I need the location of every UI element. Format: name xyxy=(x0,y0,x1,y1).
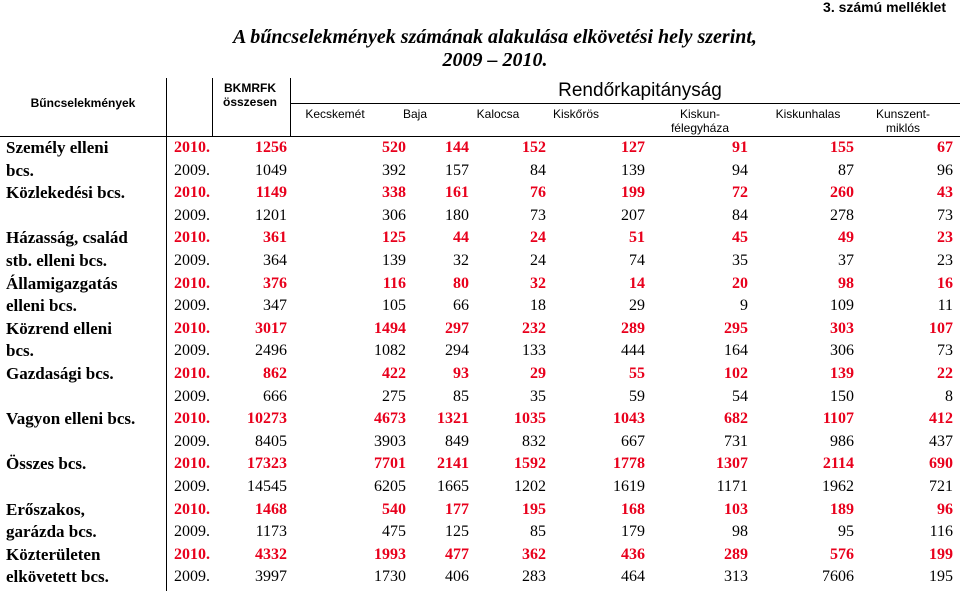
row-value: 347 xyxy=(263,297,287,315)
row-value: 477 xyxy=(445,545,469,563)
row-value: 157 xyxy=(445,161,469,179)
row-value: 576 xyxy=(830,545,854,563)
row-value: 1201 xyxy=(255,206,287,224)
row-value: 3903 xyxy=(374,432,406,450)
row-value: 278 xyxy=(830,206,854,224)
row-value: 14545 xyxy=(247,478,287,495)
table-row xyxy=(0,499,960,522)
row-value: 1665 xyxy=(437,478,469,495)
row-value: 72 xyxy=(732,184,748,202)
row-value: 731 xyxy=(724,432,748,450)
row-value: 6205 xyxy=(374,478,406,495)
table-row xyxy=(0,476,960,499)
row-value: 295 xyxy=(724,319,748,337)
header-crimes: Bűncselekmények xyxy=(30,96,136,110)
row-value: 80 xyxy=(453,274,469,292)
row-value: 17323 xyxy=(247,455,287,473)
row-value: 35 xyxy=(530,387,546,405)
row-value: 76 xyxy=(530,184,546,202)
row-value: 150 xyxy=(830,387,854,405)
header-station-line1: Kiskunhalas xyxy=(775,107,841,121)
header-bkmrfk-line2: összesen xyxy=(222,95,278,109)
row-value: 49 xyxy=(838,229,854,247)
header-station-line1: Kecskemét xyxy=(305,107,365,121)
header-station xyxy=(650,107,750,135)
row-value: 1202 xyxy=(514,478,546,495)
row-value: 1730 xyxy=(374,568,406,586)
row-value: 116 xyxy=(929,523,953,541)
row-year: 2009. xyxy=(174,478,210,495)
row-value: 306 xyxy=(382,206,406,224)
row-year: 2010. xyxy=(174,545,210,563)
row-value: 275 xyxy=(382,387,406,405)
row-value: 1171 xyxy=(716,478,748,495)
row-value: 93 xyxy=(453,365,469,382)
header-station-line2: miklós xyxy=(885,121,920,135)
row-value: 179 xyxy=(621,523,645,541)
header-station-line1: Kiskun- xyxy=(679,107,720,121)
row-year: 2009. xyxy=(174,342,210,360)
table-row xyxy=(0,250,960,273)
row-value: 313 xyxy=(724,568,748,586)
row-value: 10273 xyxy=(247,410,287,428)
row-value: 43 xyxy=(937,184,953,202)
table-row xyxy=(0,182,960,205)
header-station-line1: Kiskőrös xyxy=(552,107,599,121)
row-category-label: Közterületen xyxy=(6,544,101,564)
table-row xyxy=(0,227,960,250)
row-value: 102 xyxy=(724,365,748,382)
table-row xyxy=(0,521,960,544)
row-value: 152 xyxy=(522,139,546,156)
table-row xyxy=(0,295,960,318)
row-category-label: Erőszakos, xyxy=(6,499,85,519)
row-value: 667 xyxy=(621,432,645,450)
header-police: Rendőrkapitányság xyxy=(558,80,722,101)
row-year: 2009. xyxy=(174,387,210,405)
row-value: 180 xyxy=(445,206,469,224)
row-value: 45 xyxy=(732,229,748,247)
row-value: 1307 xyxy=(716,455,748,473)
row-category-label: Összes bcs. xyxy=(6,454,87,474)
header-bkmrfk xyxy=(212,81,288,109)
row-category-label: Házasság, család xyxy=(6,228,128,248)
row-value: 96 xyxy=(937,161,953,179)
row-value: 51 xyxy=(629,229,645,247)
row-category-label: Közrend elleni xyxy=(6,318,112,338)
row-value: 125 xyxy=(382,229,406,247)
row-value: 116 xyxy=(382,274,406,292)
page-title xyxy=(190,26,800,72)
row-value: 464 xyxy=(621,568,645,586)
row-value: 2114 xyxy=(822,455,854,473)
header-station xyxy=(526,107,626,121)
row-value: 16 xyxy=(937,274,953,292)
row-value: 32 xyxy=(530,274,546,292)
header-station xyxy=(853,107,953,135)
row-value: 303 xyxy=(830,319,854,337)
row-value: 59 xyxy=(629,387,645,405)
row-value: 85 xyxy=(453,387,469,405)
row-value: 475 xyxy=(382,523,406,541)
column-divider-bkmrfk xyxy=(212,78,213,136)
row-value: 986 xyxy=(830,432,854,450)
row-category-label: stb. elleni bcs. xyxy=(6,251,108,270)
row-value: 11 xyxy=(937,297,953,315)
row-value: 23 xyxy=(937,229,953,247)
row-value: 199 xyxy=(621,184,645,202)
row-value: 1173 xyxy=(255,523,287,541)
row-category-label: Gazdasági bcs. xyxy=(6,364,114,383)
row-value: 24 xyxy=(530,229,546,247)
row-value: 8 xyxy=(945,387,953,405)
table-row xyxy=(0,431,960,454)
row-value: 1321 xyxy=(437,410,469,428)
row-year: 2010. xyxy=(174,500,210,518)
row-value: 44 xyxy=(453,229,469,247)
row-value: 195 xyxy=(522,500,546,518)
row-value: 67 xyxy=(937,139,953,156)
row-value: 392 xyxy=(382,161,406,179)
row-value: 422 xyxy=(382,365,406,382)
title-line-1: A bűncselekmények számának alakulása elkövetési hely szerint, xyxy=(233,26,757,48)
table-row xyxy=(0,544,960,567)
row-category-label: Közlekedési bcs. xyxy=(6,183,125,203)
row-year: 2009. xyxy=(174,297,210,315)
row-year: 2010. xyxy=(174,139,210,156)
row-value: 9 xyxy=(740,297,748,315)
row-value: 84 xyxy=(732,206,748,224)
row-value: 1468 xyxy=(255,500,287,518)
row-value: 690 xyxy=(929,455,953,473)
row-value: 682 xyxy=(724,410,748,428)
row-value: 164 xyxy=(724,342,748,360)
row-value: 8405 xyxy=(255,432,287,450)
row-value: 7606 xyxy=(822,568,854,586)
row-value: 199 xyxy=(929,545,953,563)
row-value: 18 xyxy=(530,297,546,315)
row-value: 189 xyxy=(830,500,854,518)
row-value: 361 xyxy=(263,229,287,247)
row-value: 1778 xyxy=(613,455,645,473)
row-value: 125 xyxy=(445,523,469,541)
row-value: 1035 xyxy=(514,410,546,428)
row-value: 74 xyxy=(629,252,645,269)
row-value: 133 xyxy=(522,342,546,360)
row-value: 98 xyxy=(732,523,748,541)
row-value: 832 xyxy=(522,432,546,450)
table-row xyxy=(0,453,960,476)
row-value: 7701 xyxy=(374,455,406,473)
row-value: 109 xyxy=(830,297,854,315)
header-underline xyxy=(290,103,960,104)
row-value: 155 xyxy=(830,139,854,156)
header-station-line1: Baja xyxy=(402,107,428,121)
row-value: 3017 xyxy=(255,319,287,337)
annex-label: 3. számú melléklet xyxy=(823,0,946,15)
row-value: 168 xyxy=(621,500,645,518)
row-value: 161 xyxy=(445,184,469,202)
row-value: 666 xyxy=(263,387,287,405)
row-value: 23 xyxy=(937,252,953,269)
header-station-line1: Kunszent- xyxy=(875,107,931,121)
row-value: 105 xyxy=(382,297,406,315)
table-row xyxy=(0,386,960,409)
row-value: 849 xyxy=(445,432,469,450)
row-value: 406 xyxy=(445,568,469,586)
row-value: 362 xyxy=(522,545,546,563)
row-value: 95 xyxy=(838,523,854,541)
row-value: 32 xyxy=(453,252,469,269)
row-value: 66 xyxy=(453,297,469,315)
row-value: 107 xyxy=(929,319,953,337)
row-value: 55 xyxy=(629,365,645,382)
row-category-label: bcs. xyxy=(6,341,34,361)
row-value: 139 xyxy=(621,161,645,179)
table-row xyxy=(0,137,960,160)
row-value: 139 xyxy=(830,365,854,382)
row-value: 412 xyxy=(929,410,953,428)
row-value: 1049 xyxy=(255,161,287,179)
row-year: 2009. xyxy=(174,568,210,586)
row-value: 54 xyxy=(732,387,748,405)
row-year: 2010. xyxy=(174,184,210,202)
row-value: 1962 xyxy=(822,478,854,495)
table-row xyxy=(0,408,960,431)
row-value: 127 xyxy=(621,139,645,156)
row-category-label: elleni bcs. xyxy=(6,296,77,316)
row-value: 444 xyxy=(621,342,645,360)
row-value: 294 xyxy=(445,342,469,360)
row-value: 289 xyxy=(724,545,748,563)
row-year: 2010. xyxy=(174,319,210,337)
table-row xyxy=(0,340,960,363)
row-value: 35 xyxy=(732,252,748,269)
row-value: 1494 xyxy=(374,319,406,337)
table-row xyxy=(0,205,960,228)
row-value: 37 xyxy=(838,252,854,269)
table-row xyxy=(0,318,960,341)
row-value: 289 xyxy=(621,319,645,337)
row-value: 29 xyxy=(629,297,645,315)
row-value: 29 xyxy=(530,365,546,382)
column-divider-stations xyxy=(290,78,291,136)
row-value: 1043 xyxy=(613,410,645,428)
row-value: 139 xyxy=(382,252,406,269)
row-value: 1149 xyxy=(255,184,287,202)
row-value: 260 xyxy=(830,184,854,202)
header-station-line1: Kalocsa xyxy=(476,107,520,121)
row-value: 306 xyxy=(830,342,854,360)
row-year: 2010. xyxy=(174,410,210,428)
row-year: 2009. xyxy=(174,252,210,269)
row-value: 177 xyxy=(445,500,469,518)
row-year: 2009. xyxy=(174,523,210,541)
row-value: 437 xyxy=(929,432,953,450)
row-value: 721 xyxy=(929,478,953,495)
row-year: 2009. xyxy=(174,432,210,450)
row-value: 73 xyxy=(937,342,953,360)
header-bkmrfk-line1: BKMRFK xyxy=(224,81,276,95)
row-year: 2009. xyxy=(174,206,210,224)
table-row xyxy=(0,363,960,386)
row-value: 4673 xyxy=(374,410,406,428)
row-value: 232 xyxy=(522,319,546,337)
row-value: 283 xyxy=(522,568,546,586)
row-value: 540 xyxy=(382,500,406,518)
row-value: 1619 xyxy=(613,478,645,495)
row-value: 2141 xyxy=(437,455,469,473)
row-value: 3997 xyxy=(255,568,287,586)
header-station-line2: félegyháza xyxy=(670,121,730,135)
row-year: 2010. xyxy=(174,365,210,382)
row-value: 376 xyxy=(263,274,287,292)
row-category-label: Államigazgatás xyxy=(6,273,118,293)
row-category-label: Vagyon elleni bcs. xyxy=(6,409,136,429)
row-value: 364 xyxy=(263,252,287,269)
row-value: 96 xyxy=(937,500,953,518)
table-row xyxy=(0,160,960,183)
row-value: 862 xyxy=(263,365,287,382)
row-year: 2010. xyxy=(174,455,210,473)
row-value: 144 xyxy=(445,139,469,156)
row-value: 91 xyxy=(732,139,748,156)
row-value: 22 xyxy=(937,365,953,382)
row-value: 338 xyxy=(382,184,406,202)
row-value: 1993 xyxy=(374,545,406,563)
row-value: 207 xyxy=(621,206,645,224)
row-category-label: bcs. xyxy=(6,160,34,180)
row-category-label: elkövetett bcs. xyxy=(6,567,109,587)
table-row xyxy=(0,566,960,589)
row-value: 24 xyxy=(530,252,546,269)
row-value: 4332 xyxy=(255,545,287,563)
row-value: 73 xyxy=(530,206,546,224)
row-value: 195 xyxy=(929,568,953,586)
header-station xyxy=(758,107,858,121)
row-value: 1082 xyxy=(374,342,406,360)
row-value: 84 xyxy=(530,161,546,179)
row-value: 14 xyxy=(629,274,645,292)
title-line-2: 2009 – 2010. xyxy=(442,49,548,71)
row-value: 73 xyxy=(937,206,953,224)
row-value: 2496 xyxy=(255,342,287,360)
row-value: 1256 xyxy=(255,139,287,156)
row-value: 297 xyxy=(445,319,469,337)
row-value: 1107 xyxy=(822,410,854,428)
row-value: 98 xyxy=(838,274,854,292)
row-year: 2010. xyxy=(174,229,210,247)
table-row xyxy=(0,273,960,296)
row-category-label: Személy elleni xyxy=(6,138,109,157)
row-value: 85 xyxy=(530,523,546,541)
row-category-label: garázda bcs. xyxy=(6,522,97,542)
row-value: 520 xyxy=(382,139,406,156)
row-value: 87 xyxy=(838,161,854,179)
row-value: 436 xyxy=(621,545,645,563)
row-value: 103 xyxy=(724,500,748,518)
row-year: 2009. xyxy=(174,161,210,179)
row-value: 20 xyxy=(732,274,748,292)
row-value: 1592 xyxy=(514,455,546,473)
row-year: 2010. xyxy=(174,274,210,292)
row-value: 94 xyxy=(732,161,748,179)
